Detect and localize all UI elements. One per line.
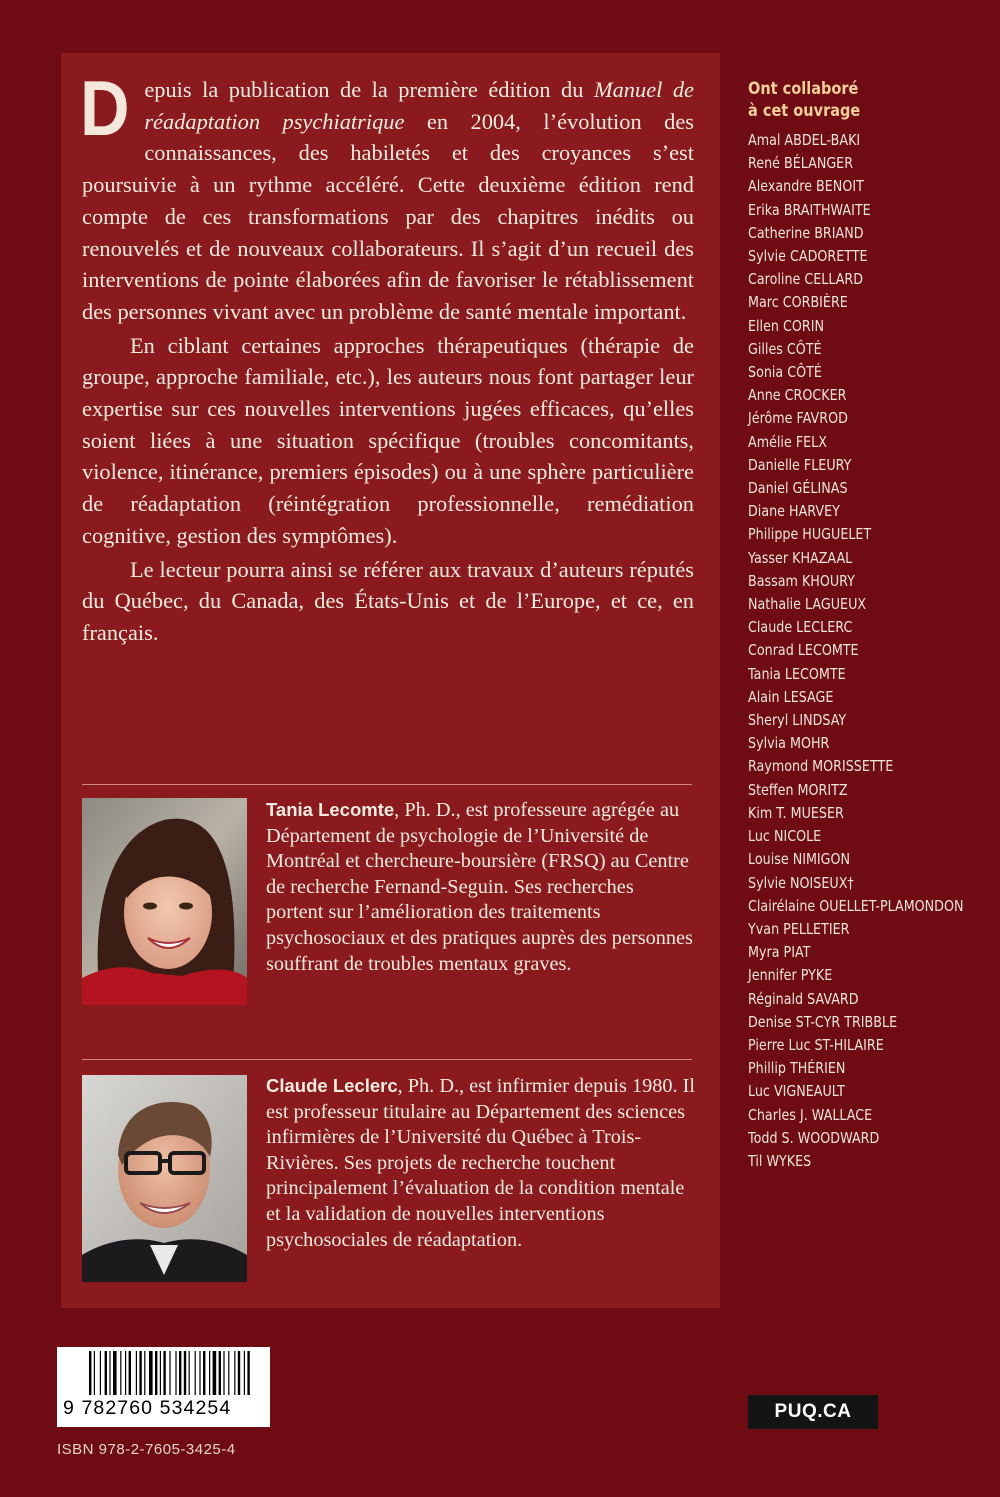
contributor-item: Louise NIMIGON: [748, 850, 851, 869]
contributor-item: Kim T. MUESER: [748, 803, 844, 822]
contributor-item: Todd S. WOODWARD: [748, 1128, 880, 1147]
author-bio-text: , Ph. D., est professeure agrégée au Département de psychologie de l’Université de Montréal et chercheure-boursière (FRSQ) au Centre de recherche Fernand-Seguin. Ses recherches portent sur l’amélioration des traitements psychosociaux et des pratiques auprès des personnes souffrant de troubles mentaux graves.: [266, 799, 693, 975]
divider-rule: [82, 1059, 692, 1060]
barcode-bar: [144, 1351, 145, 1395]
barcode-bar: [160, 1351, 161, 1395]
barcode-bar: [213, 1351, 217, 1395]
author-name: Claude Leclerc: [266, 1075, 398, 1096]
barcode: [57, 1347, 270, 1427]
contributor-item: Clairélaine OUELLET-PLAMONDON: [748, 896, 964, 915]
barcode-bar: [238, 1351, 240, 1395]
author-photo-claude-leclerc: [82, 1075, 247, 1282]
drop-cap: D: [80, 64, 130, 152]
contributor-item: Steffen MORITZ: [748, 780, 848, 799]
contributor-item: Conrad LECOMTE: [748, 641, 859, 660]
contributor-item: Diane HARVEY: [748, 502, 840, 521]
contributor-item: Daniel GÉLINAS: [748, 479, 848, 498]
contributors-sidebar: [748, 78, 988, 1173]
barcode-digits: 9 782760 534254: [63, 1397, 232, 1419]
contributor-item: Raymond MORISSETTE: [748, 757, 894, 776]
author-bio-claude-leclerc: [266, 1073, 696, 1253]
contributor-item: Sylvie NOISEUX†: [748, 873, 854, 892]
author-name: Tania Lecomte: [266, 799, 395, 820]
contributor-item: Bassam KHOURY: [748, 571, 855, 590]
barcode-bars: [89, 1351, 264, 1395]
contributor-item: Phillip THÉRIEN: [748, 1059, 846, 1078]
contributor-item: Alexandre BENOIT: [748, 177, 864, 196]
contributors-list: [748, 129, 988, 1173]
barcode-bar: [179, 1351, 181, 1395]
contributor-item: Sylvia MOHR: [748, 734, 830, 753]
barcode-bar: [100, 1351, 101, 1395]
barcode-bar: [199, 1351, 200, 1395]
barcode-bar: [219, 1351, 221, 1395]
contributor-item: Erika BRAITHWAITE: [748, 200, 871, 219]
divider-rule: [82, 784, 692, 785]
intro-paragraph-1: Depuis la publication de la première édition du Manuel de réadaptation psychiatrique en 2004, l’évolution des connaissances, des habiletés et des croyances s’est poursuivie à un rythme accéléré. Cette deuxième édition rend compte de ces transformations par des chapitres inédits ou renouvelés et de nouveaux collaborateurs. Il s’agit d’un recueil des interventions de pointe élaborées afin de favoriser le rétablissement des personnes vivant avec un problème de santé mentale important.: [80, 64, 694, 324]
contributor-item: Anne CROCKER: [748, 386, 847, 405]
contributor-item: Yasser KHAZAAL: [748, 548, 853, 567]
barcode-bar: [105, 1351, 107, 1395]
contributor-item: Myra PIAT: [748, 943, 811, 962]
barcode-bar: [155, 1351, 157, 1395]
barcode-bar: [149, 1351, 153, 1395]
contributors-heading: Ont collaboré à cet ouvrage: [748, 79, 861, 120]
publisher-logo: PUQ.CA: [748, 1395, 878, 1429]
contributor-item: Tania LECOMTE: [748, 664, 846, 683]
intro-paragraph-3: Le lecteur pourra ainsi se référer aux travaux d’auteurs réputés du Québec, du Canada, des États-Unis et de l’Europe, et ce, en français.: [82, 556, 694, 645]
intro-paragraph-2: En ciblant certaines approches thérapeutiques (thérapie de groupe, approche familiale, etc.), les auteurs nous font partager leur expertise sur ces nouvelles interventions jugées efficaces, qu’elles soient liées à une situation spécifique (troubles concomitants, violence, itinérance, premiers épisodes) ou à une sphère particulière de réadaptation (réintégration professionnelle, remédiation cognitive, gestion des symptômes).: [82, 332, 694, 548]
intro-text: [80, 64, 694, 649]
contributor-item: René BÉLANGER: [748, 154, 854, 173]
barcode-bar: [163, 1351, 165, 1395]
book-title: Manuel de réadaptation psychiatrique: [144, 77, 694, 134]
contributor-item: Réginald SAVARD: [748, 989, 859, 1008]
contributor-item: Amal ABDEL-BAKI: [748, 131, 861, 149]
contributor-item: Sheryl LINDSAY: [748, 711, 847, 730]
contributor-item: Denise ST-CYR TRIBBLE: [748, 1012, 898, 1031]
barcode-bar: [184, 1351, 186, 1395]
barcode-bar: [89, 1351, 91, 1395]
contributor-item: Yvan PELLETIER: [748, 919, 850, 938]
contributor-item: Amélie FELX: [748, 432, 827, 451]
contributor-item: Luc VIGNEAULT: [748, 1082, 845, 1101]
author-bio-text: , Ph. D., est infirmier depuis 1980. Il est professeur titulaire au Département des sciences infirmières de l’Université du Québec à Trois-Rivières. Ses projets de recherche touchent principalement l’évaluation de la condition mentale et la validation de nouvelles interventions psychosociales de réadaptation.: [266, 1075, 696, 1251]
contributor-item: Philippe HUGUELET: [748, 525, 872, 544]
barcode-bar: [109, 1351, 110, 1395]
contributor-item: Claude LECLERC: [748, 618, 853, 637]
barcode-bar: [228, 1351, 229, 1395]
contributor-item: Marc CORBIÈRE: [748, 293, 848, 312]
author-photo-tania-lecomte: [82, 798, 247, 1005]
barcode-bar: [247, 1351, 249, 1395]
contributor-item: Alain LESAGE: [748, 687, 834, 706]
contributor-item: Catherine BRIAND: [748, 223, 864, 242]
barcode-bar: [113, 1351, 117, 1395]
contributor-item: Jérôme FAVROD: [748, 409, 848, 428]
contributor-item: Luc NICOLE: [748, 827, 822, 846]
contributor-item: Danielle FLEURY: [748, 455, 852, 474]
barcode-bar: [175, 1351, 176, 1395]
contributor-item: Nathalie LAGUEUX: [748, 595, 867, 614]
barcode-bar: [209, 1351, 210, 1395]
barcode-bar: [195, 1351, 196, 1395]
barcode-bar: [244, 1351, 245, 1395]
barcode-bar: [125, 1351, 126, 1395]
contributor-item: Jennifer PYKE: [748, 966, 833, 985]
contributor-item: Charles J. WALLACE: [748, 1105, 873, 1124]
contributor-item: Caroline CELLARD: [748, 270, 864, 289]
contributor-item: Sonia CÔTÉ: [748, 363, 822, 382]
contributor-item: Pierre Luc ST-HILAIRE: [748, 1035, 884, 1054]
barcode-bar: [169, 1351, 170, 1395]
isbn-number: ISBN 978-2-7605-3425-4: [57, 1441, 236, 1458]
barcode-bar: [139, 1351, 141, 1395]
barcode-bar: [223, 1351, 224, 1395]
contributor-item: Sylvie CADORETTE: [748, 247, 868, 266]
contributor-item: Ellen CORIN: [748, 316, 824, 335]
barcode-bar: [189, 1351, 190, 1395]
contributor-item: Gilles CÔTÉ: [748, 339, 822, 358]
author-bio-tania-lecomte: [266, 797, 696, 977]
barcode-bar: [203, 1351, 205, 1395]
barcode-bar: [234, 1351, 235, 1395]
barcode-bar: [120, 1351, 121, 1395]
barcode-bar: [129, 1351, 131, 1395]
barcode-bar: [94, 1351, 95, 1395]
contributor-item: Til WYKES: [748, 1151, 812, 1170]
barcode-bar: [136, 1351, 137, 1395]
